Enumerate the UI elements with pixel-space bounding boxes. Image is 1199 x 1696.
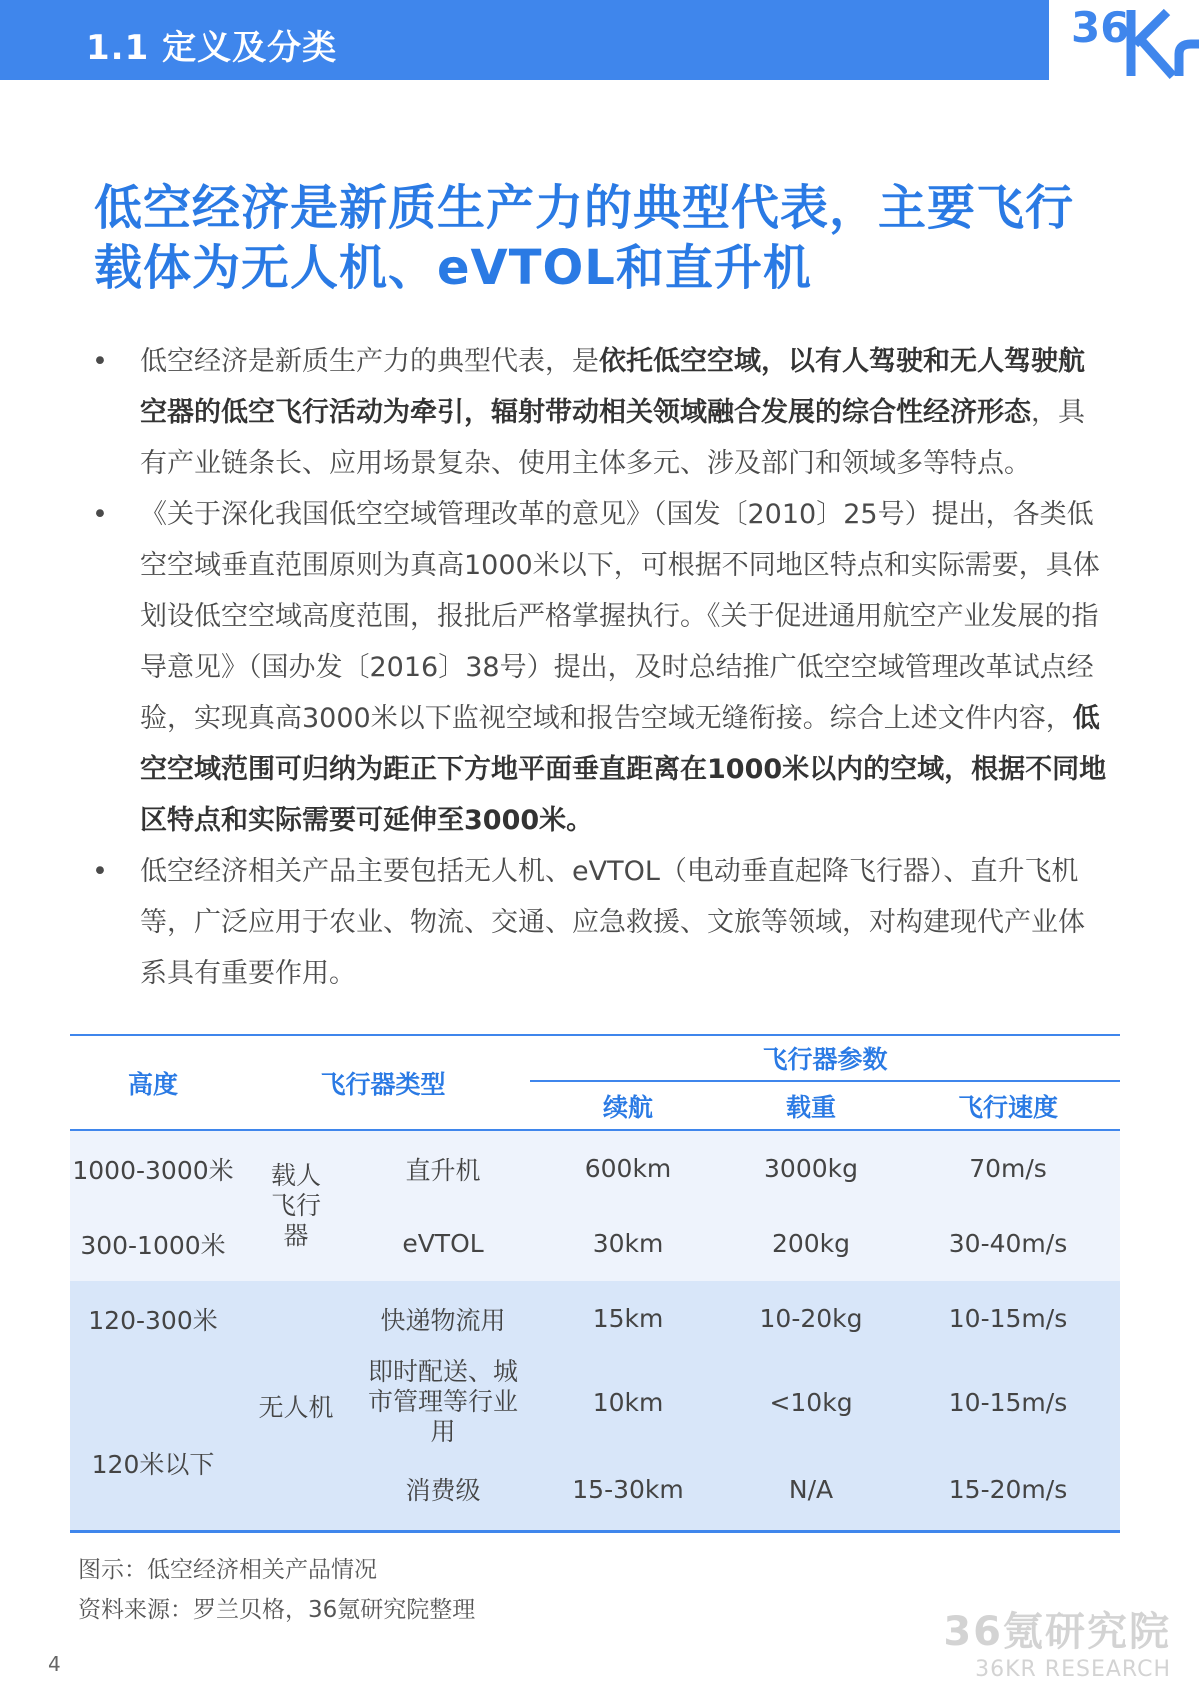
cell-speed: 10-15m/s	[896, 1356, 1120, 1448]
figure-source: 资料来源：罗兰贝格，36氪研究院整理	[78, 1597, 476, 1623]
page-number: 4	[48, 1652, 61, 1676]
table-row	[70, 1281, 1120, 1356]
bullet-dot-icon: •	[92, 346, 108, 377]
product-table	[70, 1034, 1120, 1533]
main-heading	[94, 178, 1134, 298]
cell-endurance: 30km	[530, 1206, 726, 1281]
brand-logo	[1049, 0, 1199, 80]
cell-type: 直升机	[356, 1130, 530, 1206]
watermark	[943, 1600, 1171, 1682]
watermark-line-1: 36氪研究院	[943, 1609, 1171, 1655]
table-row	[70, 1130, 1120, 1206]
bullet-2-text-bold: 低空空域范围可归纳为距正下方地平面垂直距离在1000米以内的空域，根据不同地区特点和实际需要可延伸至3000米。	[140, 703, 1107, 836]
cell-uav-category: 无人机	[236, 1281, 356, 1532]
header-speed: 飞行速度	[896, 1081, 1120, 1130]
watermark-line-2: 36KR RESEARCH	[975, 1657, 1171, 1682]
svg-text:36: 36	[1071, 3, 1130, 52]
cell-height: 120-300米	[70, 1281, 236, 1356]
cell-payload: N/A	[726, 1448, 896, 1532]
cell-height: 1000-3000米	[70, 1130, 236, 1206]
cell-type	[356, 1356, 530, 1448]
bullet-1-text-c: ，具有产业链条长、应用场景复杂、使用主体多元、涉及部门和领域多等特点。	[140, 397, 1085, 479]
logo-36kr-icon	[1049, 0, 1199, 80]
cell-speed: 70m/s	[896, 1130, 1120, 1206]
bullet-1-text-bold: 依托低空空域，以有人驾驶和无人驾驶航空器的低空飞行活动为牵引，辐射带动相关领域融合发展的综合性经济形态	[140, 346, 1085, 428]
bullet-1-text-a: 低空经济是新质生产力的典型代表，是	[140, 346, 599, 377]
cell-type-text: 即时配送、城市管理等行业用	[367, 1357, 518, 1446]
cell-type: eVTOL	[356, 1206, 530, 1281]
header-payload: 载重	[726, 1081, 896, 1130]
header-aircraft-type: 飞行器类型	[236, 1035, 530, 1130]
cell-type: 消费级	[356, 1448, 530, 1532]
manned-label: 载人飞行器	[270, 1161, 321, 1250]
header-endurance: 续航	[530, 1081, 726, 1130]
main-heading-line-1: 低空经济是新质生产力的典型代表，主要飞行	[94, 180, 1075, 236]
cell-endurance: 15km	[530, 1281, 726, 1356]
bullet-3-text: 低空经济相关产品主要包括无人机、eVTOL（电动垂直起降飞行器）、直升飞机等，广泛应用于农业、物流、交通、应急救援、文旅等领域，对构建现代产业体系具有重要作用。	[140, 856, 1085, 989]
figure-title: 图示：低空经济相关产品情况	[78, 1557, 377, 1583]
page-header	[0, 0, 1199, 80]
cell-height: 120米以下	[70, 1356, 236, 1532]
cell-height: 300-1000米	[70, 1206, 236, 1281]
cell-speed: 30-40m/s	[896, 1206, 1120, 1281]
section-title: 1.1 定义及分类	[86, 28, 338, 68]
bullet-2-text-a: 《关于深化我国低空空域管理改革的意见》（国发〔2010〕25号）提出，各类低空空域垂直范围原则为真高1000米以下，可根据不同地区特点和实际需要，具体划设低空空域高度范围，报批后严格掌握执行。《关于促进通用航空产业发展的指导意见》（国办发〔2016〕38号）提出，及时总结推广低空空域管理改革试点经验，实现真高3000米以下监视空域和报告空域无缝衔接。综合上述文件内容，	[140, 499, 1100, 734]
cell-manned-category	[236, 1130, 356, 1281]
cell-payload: 200kg	[726, 1206, 896, 1281]
table-row	[70, 1356, 1120, 1448]
cell-endurance: 15-30km	[530, 1448, 726, 1532]
bullet-dot-icon: •	[92, 499, 108, 530]
cell-speed: 15-20m/s	[896, 1448, 1120, 1532]
bullet-list	[90, 336, 1110, 999]
table-row	[70, 1206, 1120, 1281]
cell-payload: <10kg	[726, 1356, 896, 1448]
cell-endurance: 600km	[530, 1130, 726, 1206]
bullet-item	[90, 489, 1110, 846]
cell-endurance: 10km	[530, 1356, 726, 1448]
main-heading-line-2: 载体为无人机、eVTOL和直升机	[94, 240, 812, 296]
header-height: 高度	[70, 1035, 236, 1130]
bullet-item	[90, 846, 1110, 999]
cell-type: 快递物流用	[356, 1281, 530, 1356]
bullet-dot-icon: •	[92, 856, 108, 887]
header-aircraft-params: 飞行器参数	[530, 1035, 1120, 1081]
figure-caption	[78, 1550, 475, 1630]
cell-speed: 10-15m/s	[896, 1281, 1120, 1356]
bullet-item	[90, 336, 1110, 489]
cell-payload: 10-20kg	[726, 1281, 896, 1356]
cell-payload: 3000kg	[726, 1130, 896, 1206]
